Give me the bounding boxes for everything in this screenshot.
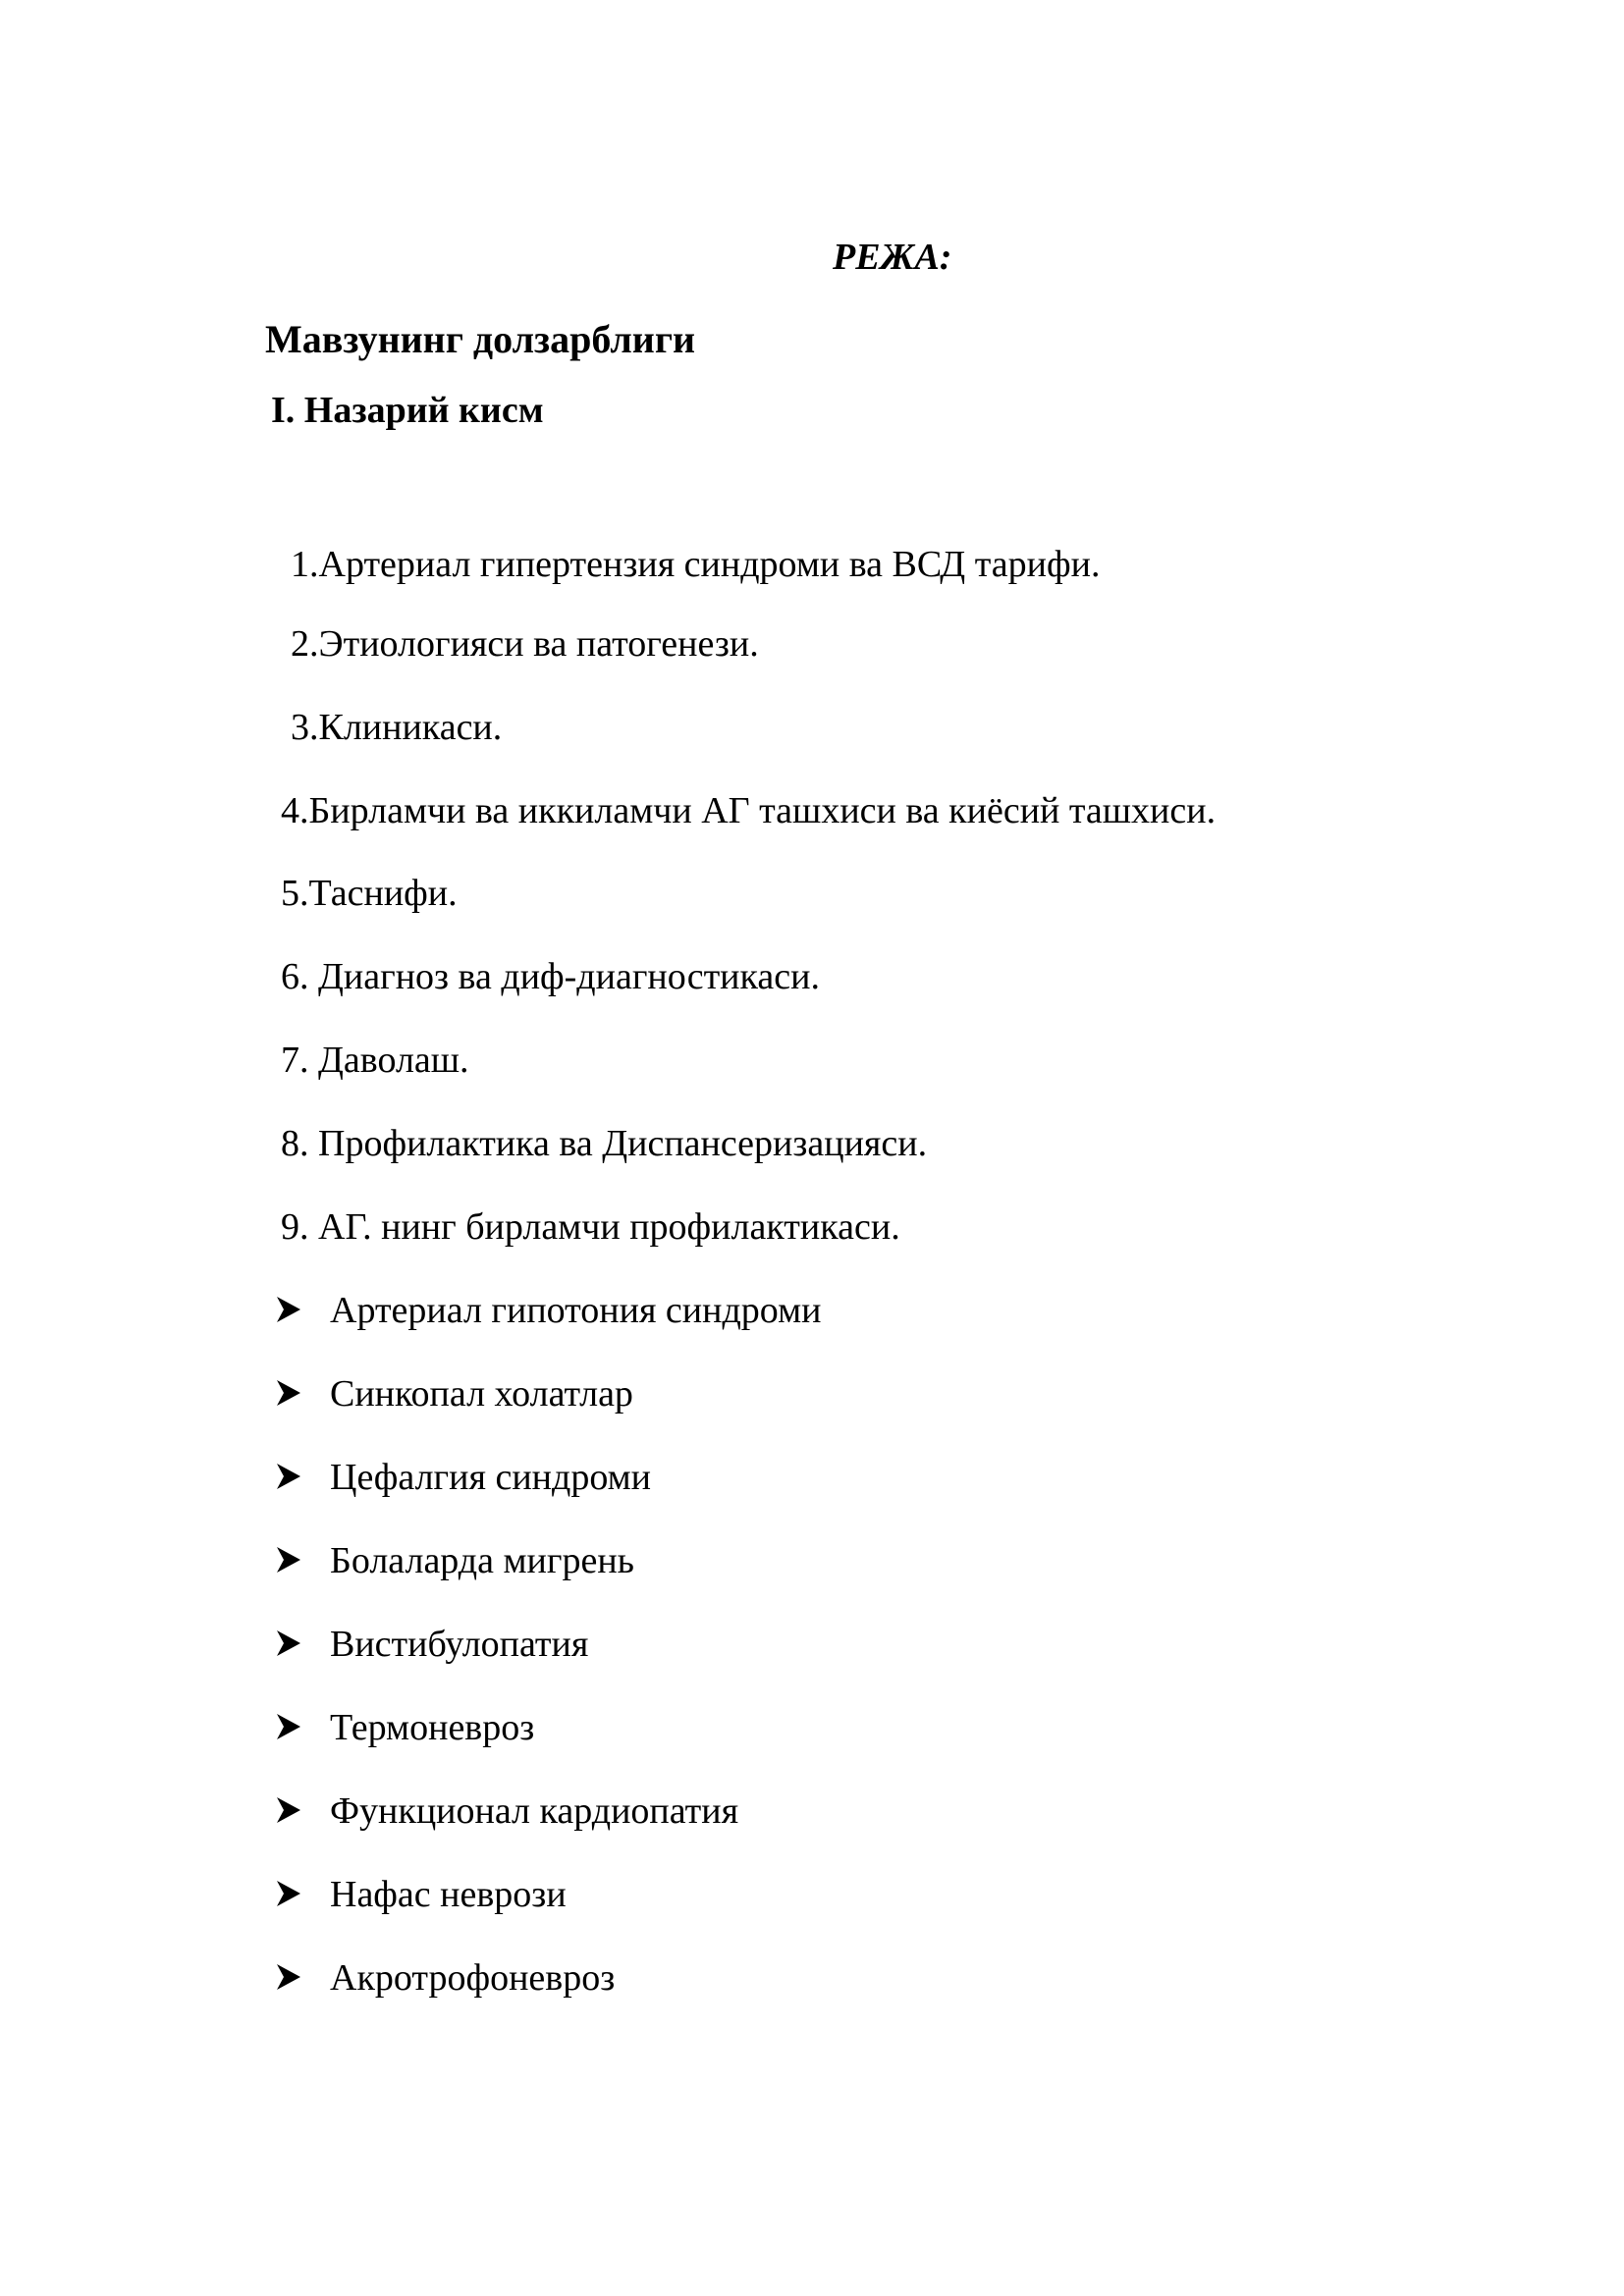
arrow-bullet-icon <box>275 1795 302 1825</box>
bullet-item-text: Цефалгия синдроми <box>330 1457 651 1498</box>
arrow-bullet-icon <box>275 1545 302 1575</box>
bullet-item-text: Нафас неврози <box>330 1874 567 1915</box>
bullet-item-text: Синкопал холатлар <box>330 1373 633 1415</box>
arrow-bullet-icon <box>275 1962 302 1992</box>
numbered-item: 7. Даволаш. <box>281 1040 469 1081</box>
numbered-item: 8. Профилактика ва Диспансеризацияси. <box>281 1123 928 1164</box>
numbered-item: 2.Этиологияси ва патогенези. <box>291 623 759 665</box>
numbered-item: 5.Таснифи. <box>281 873 458 914</box>
numbered-item: 6. Диагноз ва диф-диагностикаси. <box>281 956 820 997</box>
arrow-bullet-icon <box>275 1629 302 1658</box>
bullet-item-text: Вистибулопатия <box>330 1624 589 1665</box>
numbered-item: 3.Клиникаси. <box>291 707 503 748</box>
topic-relevance-heading: Мавзунинг долзарблиги <box>265 317 696 361</box>
numbered-item: 9. АГ. нинг бирламчи профилактикаси. <box>281 1206 900 1248</box>
plan-title: РЕЖА: <box>833 237 952 278</box>
arrow-bullet-icon <box>275 1295 302 1324</box>
arrow-bullet-icon <box>275 1879 302 1908</box>
bullet-item-text: Болаларда мигрень <box>330 1540 635 1581</box>
bullet-item-text: Артериал гипотония синдроми <box>330 1290 822 1331</box>
arrow-bullet-icon <box>275 1462 302 1491</box>
numbered-item: 4.Бирламчи ва иккиламчи АГ ташхиси ва киёсий ташхиси. <box>281 790 1217 831</box>
bullet-item-text: Функционал кардиопатия <box>330 1790 739 1832</box>
arrow-bullet-icon <box>275 1378 302 1408</box>
bullet-item-text: Акротрофоневроз <box>330 1957 616 1999</box>
numbered-item: 1.Артериал гипертензия синдроми ва ВСД тарифи. <box>291 544 1101 585</box>
arrow-bullet-icon <box>275 1712 302 1741</box>
theory-section-heading: I. Назарий кисм <box>271 390 544 431</box>
bullet-item-text: Термоневроз <box>330 1707 535 1748</box>
